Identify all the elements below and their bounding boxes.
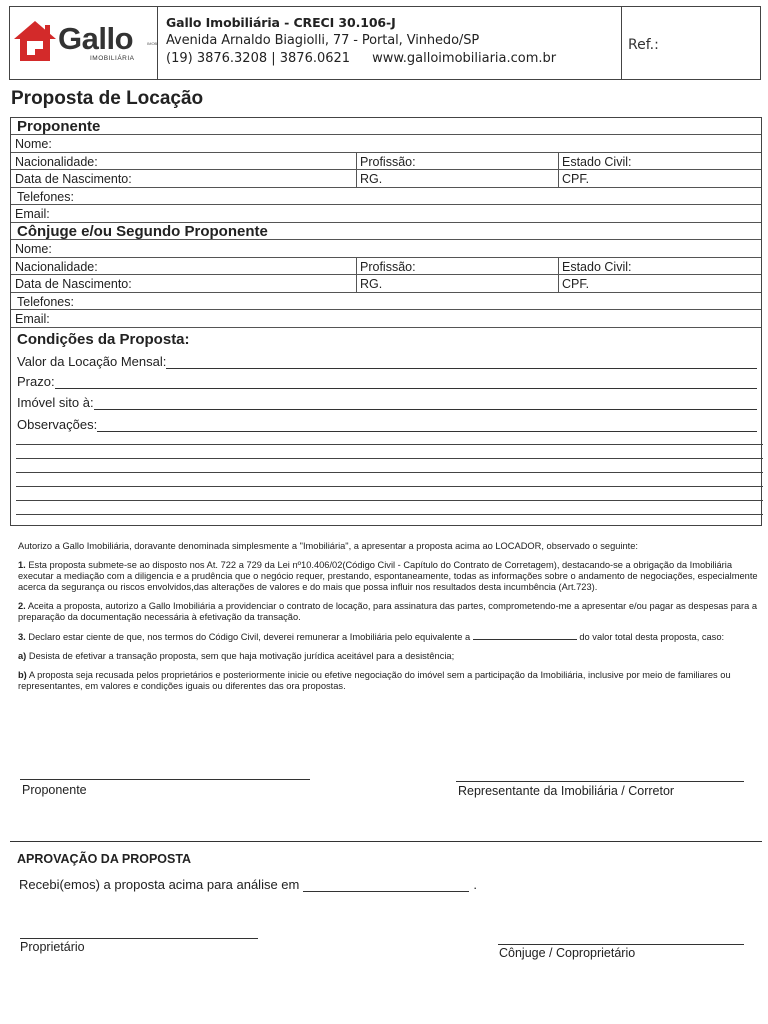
field-nacionalidade[interactable]: Nacionalidade: bbox=[15, 154, 98, 169]
field-profissao[interactable]: Profissão: bbox=[360, 154, 416, 169]
field-conjuge-nome[interactable] bbox=[11, 240, 761, 258]
blank-line bbox=[166, 356, 757, 369]
field-nome[interactable] bbox=[11, 135, 761, 153]
field-prazo[interactable] bbox=[17, 374, 757, 389]
field-conjuge-rg[interactable]: RG. bbox=[360, 277, 383, 291]
field-estado-civil[interactable]: Estado Civil: bbox=[562, 154, 632, 169]
divider bbox=[558, 153, 559, 170]
item-text: Desista de efetivar a transação proposta, sem que haja motivação jurídica aceitável para a desistência; bbox=[26, 651, 455, 661]
logo-name: Gallo bbox=[58, 21, 134, 56]
signature-line-conjuge[interactable] bbox=[498, 944, 744, 945]
field-label: Nome: bbox=[15, 137, 52, 151]
logo-reg-mark: IMOB bbox=[147, 41, 158, 46]
section-conjuge: Cônjuge e/ou Segundo Proponente bbox=[17, 223, 268, 240]
field-label: Telefones: bbox=[17, 294, 74, 309]
terms-intro: Autorizo a Gallo Imobiliária, doravante denominada simplesmente a "Imobiliária", a apresentar a proposta acima ao LOCADOR, observado o seguinte: bbox=[18, 541, 639, 551]
section-condicoes: Condições da Proposta: bbox=[17, 331, 190, 348]
field-rg[interactable]: RG. bbox=[360, 172, 383, 186]
company-title: Gallo Imobiliária - CRECI 30.106-J bbox=[166, 15, 396, 30]
approval-text-label: Recebi(emos) a proposta acima para análise em bbox=[19, 877, 300, 892]
row-conjuge-nascimento bbox=[11, 275, 761, 293]
observation-line[interactable] bbox=[16, 500, 763, 501]
observation-line[interactable] bbox=[16, 472, 763, 473]
blank-line bbox=[97, 419, 757, 432]
field-label: Telefones: bbox=[17, 189, 74, 204]
divider bbox=[356, 170, 357, 187]
section-head-row bbox=[11, 118, 761, 135]
terms-item-2 bbox=[18, 601, 763, 623]
field-label: Email: bbox=[15, 312, 50, 326]
observation-line[interactable] bbox=[16, 444, 763, 445]
terms-item-3 bbox=[18, 631, 763, 643]
item-number: 1. bbox=[18, 560, 26, 570]
house-logo-icon bbox=[12, 19, 58, 63]
terms-text bbox=[18, 541, 763, 700]
terms-item-1 bbox=[18, 560, 763, 593]
signature-label-proprietario: Proprietário bbox=[20, 940, 85, 954]
logo bbox=[10, 7, 158, 79]
field-conjuge-cpf[interactable]: CPF. bbox=[562, 277, 590, 291]
field-conjuge-estado-civil[interactable]: Estado Civil: bbox=[562, 259, 632, 274]
section-head-row bbox=[11, 223, 761, 240]
signature-label-representante: Representante da Imobiliária / Corretor bbox=[458, 784, 675, 798]
approval-period: . bbox=[473, 877, 477, 892]
field-conjuge-nacionalidade[interactable]: Nacionalidade: bbox=[15, 259, 98, 274]
signature-line-proprietario[interactable] bbox=[20, 938, 258, 939]
document-title: Proposta de Locação bbox=[11, 88, 204, 109]
field-label: Prazo: bbox=[17, 374, 55, 389]
approval-date-blank[interactable] bbox=[303, 879, 469, 892]
item-text: do valor total desta proposta, caso: bbox=[579, 632, 725, 642]
commission-blank[interactable] bbox=[473, 631, 577, 640]
observation-line[interactable] bbox=[16, 458, 763, 459]
row-nascimento bbox=[11, 170, 761, 188]
signature-label-conjuge: Cônjuge / Coproprietário bbox=[499, 946, 636, 960]
company-contacts bbox=[166, 51, 621, 66]
signature-line-representante[interactable] bbox=[456, 781, 744, 782]
item-number: 2. bbox=[18, 601, 26, 611]
field-label: Nome: bbox=[15, 242, 52, 256]
company-address: Avenida Arnaldo Biagiolli, 77 - Portal, Vinhedo/SP bbox=[166, 33, 480, 48]
ref-field[interactable]: Ref.: bbox=[628, 37, 659, 53]
field-valor-locacao[interactable] bbox=[17, 354, 757, 369]
proposal-form bbox=[10, 117, 762, 526]
field-data-nascimento[interactable]: Data de Nascimento: bbox=[15, 172, 132, 186]
field-conjuge-data-nascimento[interactable]: Data de Nascimento: bbox=[15, 277, 132, 291]
letterhead bbox=[9, 6, 761, 80]
company-website: www.galloimobiliaria.com.br bbox=[372, 51, 557, 66]
field-telefones[interactable] bbox=[11, 188, 761, 206]
signature-line-proponente[interactable] bbox=[20, 779, 310, 780]
field-email[interactable] bbox=[11, 205, 761, 223]
field-cpf[interactable]: CPF. bbox=[562, 172, 590, 186]
company-info bbox=[158, 7, 622, 79]
divider bbox=[558, 258, 559, 275]
section-divider bbox=[10, 841, 762, 842]
field-conjuge-email[interactable] bbox=[11, 310, 761, 328]
item-text: Esta proposta submete-se ao disposto nos At. 722 a 729 da Lei nº10.406/02(Código Civil - Capítulo do Contrato de Corretagem), destacando-se a obrigação da Imobiliária executar a mediação com a diligencia e a prudência que o negócio requer, prestando, espontaneamente, todas as informações sobre o andamento de negociações, especialmente acerca da segurança ou riscos envolvidos,das alterações de valores e do mais que possa influir nos resultados desta incumbência (Art.723). bbox=[18, 560, 758, 592]
divider bbox=[558, 275, 559, 292]
field-conjuge-profissao[interactable]: Profissão: bbox=[360, 259, 416, 274]
field-label: Imóvel sito à: bbox=[17, 395, 94, 410]
field-imovel[interactable] bbox=[17, 395, 757, 410]
field-label: Email: bbox=[15, 207, 50, 221]
field-label: Observações: bbox=[17, 417, 98, 432]
signature-label-proponente: Proponente bbox=[22, 783, 87, 797]
field-label: Valor da Locação Mensal: bbox=[17, 354, 167, 369]
company-phones: (19) 3876.3208 | 3876.0621 bbox=[166, 51, 351, 66]
item-number: b) bbox=[18, 670, 27, 680]
terms-item-a bbox=[18, 651, 763, 662]
terms-item-b bbox=[18, 670, 763, 692]
item-number: a) bbox=[18, 651, 27, 661]
approval-date-field[interactable] bbox=[19, 877, 477, 892]
item-text: Declaro estar ciente de que, nos termos do Código Civil, deverei remunerar a Imobiliária pelo equivalente a bbox=[25, 632, 471, 642]
divider bbox=[356, 258, 357, 275]
field-conjuge-telefones[interactable] bbox=[11, 293, 761, 311]
row-nacionalidade bbox=[11, 153, 761, 171]
row-conjuge-nacionalidade bbox=[11, 258, 761, 276]
section-proponente: Proponente bbox=[17, 118, 101, 135]
blank-line bbox=[55, 376, 757, 389]
logo-subtitle: IMOBILIÁRIA bbox=[90, 55, 135, 62]
divider bbox=[356, 153, 357, 170]
item-text: A proposta seja recusada pelos proprietários e posteriormente inicie ou efetive negociação do imóvel sem a participação da Imobiliária, inclusive por meio de familiares ou representantes, em valores e condições iguais ou diferentes das ora propostas. bbox=[18, 670, 731, 691]
observation-line[interactable] bbox=[16, 486, 763, 487]
blank-line bbox=[94, 397, 757, 410]
divider bbox=[558, 170, 559, 187]
item-text: Aceita a proposta, autorizo a Gallo Imobiliária a providenciar o contrato de locação, para assinatura das partes, comprometendo-me a apresentar e/ou pagar as despesas para a preparação da documentação necessária à efetivação da transação. bbox=[18, 601, 758, 622]
item-number: 3. bbox=[18, 632, 26, 642]
approval-title: APROVAÇÃO DA PROPOSTA bbox=[17, 852, 192, 866]
observation-line[interactable] bbox=[16, 514, 763, 515]
divider bbox=[356, 275, 357, 292]
field-observacoes[interactable] bbox=[17, 417, 757, 432]
